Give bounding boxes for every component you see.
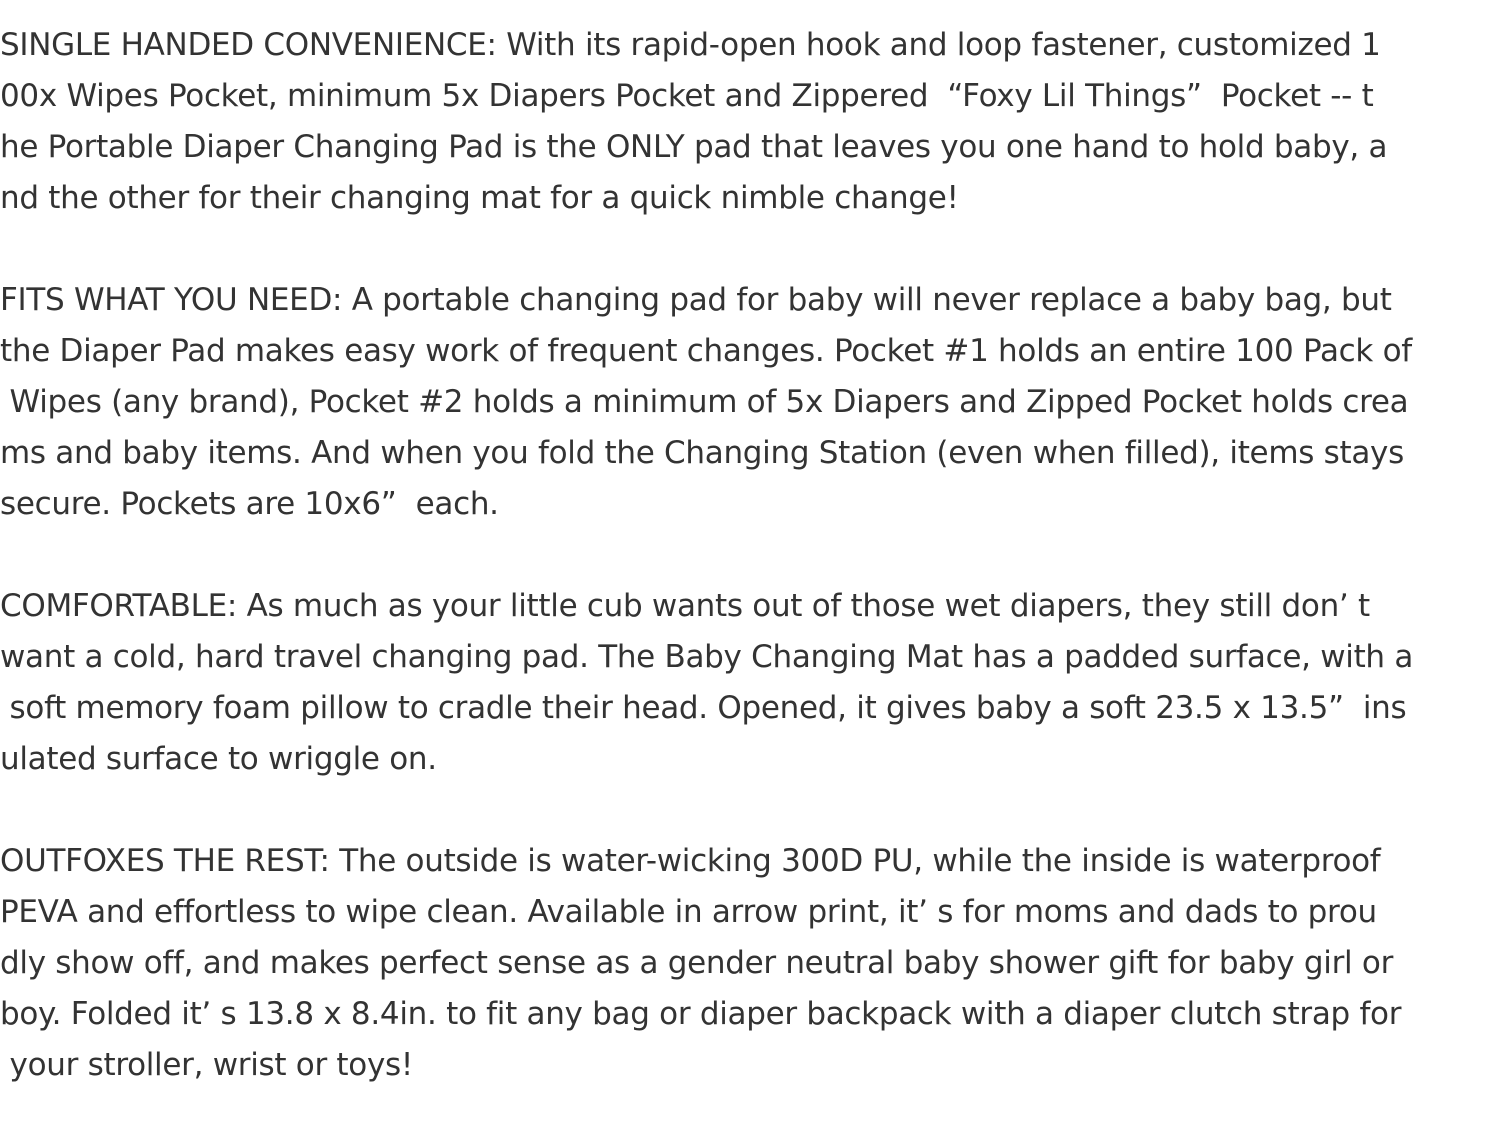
text-line: FITS WHAT YOU NEED: A portable changing pad for baby will never replace a baby bag, but: [0, 282, 1392, 318]
text-line: the Diaper Pad makes easy work of frequent changes. Pocket #1 holds an entire 100 Pack of: [0, 333, 1412, 369]
text-line: boy. Folded it’ s 13.8 x 8.4in. to fit any bag or diaper backpack with a diaper clutch strap for: [0, 996, 1402, 1032]
text-line: dly show off, and makes perfect sense as a gender neutral baby shower gift for baby girl or: [0, 945, 1394, 981]
text-line: secure. Pockets are 10x6” each.: [0, 486, 499, 522]
text-line: 00x Wipes Pocket, minimum 5x Diapers Pocket and Zippered “Foxy Lil Things” Pocket -- t: [0, 78, 1374, 114]
text-line: ulated surface to wriggle on.: [0, 741, 437, 777]
text-line: soft memory foam pillow to cradle their head. Opened, it gives baby a soft 23.5 x 13.5” ins: [0, 690, 1407, 726]
text-line: Wipes (any brand), Pocket #2 holds a minimum of 5x Diapers and Zipped Pocket holds crea: [0, 384, 1409, 420]
paragraph-fits-what-you-need: [0, 275, 1500, 530]
text-line: he Portable Diaper Changing Pad is the ONLY pad that leaves you one hand to hold baby, a: [0, 129, 1388, 165]
text-line: PEVA and effortless to wipe clean. Available in arrow print, it’ s for moms and dads to prou: [0, 894, 1377, 930]
text-line: your stroller, wrist or toys!: [0, 1047, 413, 1083]
text-line: ms and baby items. And when you fold the Changing Station (even when filled), items stays: [0, 435, 1404, 471]
text-line: COMFORTABLE: As much as your little cub wants out of those wet diapers, they still don’ t: [0, 588, 1370, 624]
paragraph-outfoxes-the-rest: [0, 836, 1500, 1091]
text-line: nd the other for their changing mat for a quick nimble change!: [0, 180, 959, 216]
text-line: OUTFOXES THE REST: The outside is water-wicking 300D PU, while the inside is waterproof: [0, 843, 1381, 879]
text-line: want a cold, hard travel changing pad. The Baby Changing Mat has a padded surface, with a: [0, 639, 1414, 675]
product-description: [0, 20, 1500, 1142]
paragraph-comfortable: [0, 581, 1500, 785]
text-line: SINGLE HANDED CONVENIENCE: With its rapid-open hook and loop fastener, customized 1: [0, 27, 1381, 63]
paragraph-single-handed-convenience: [0, 20, 1500, 224]
